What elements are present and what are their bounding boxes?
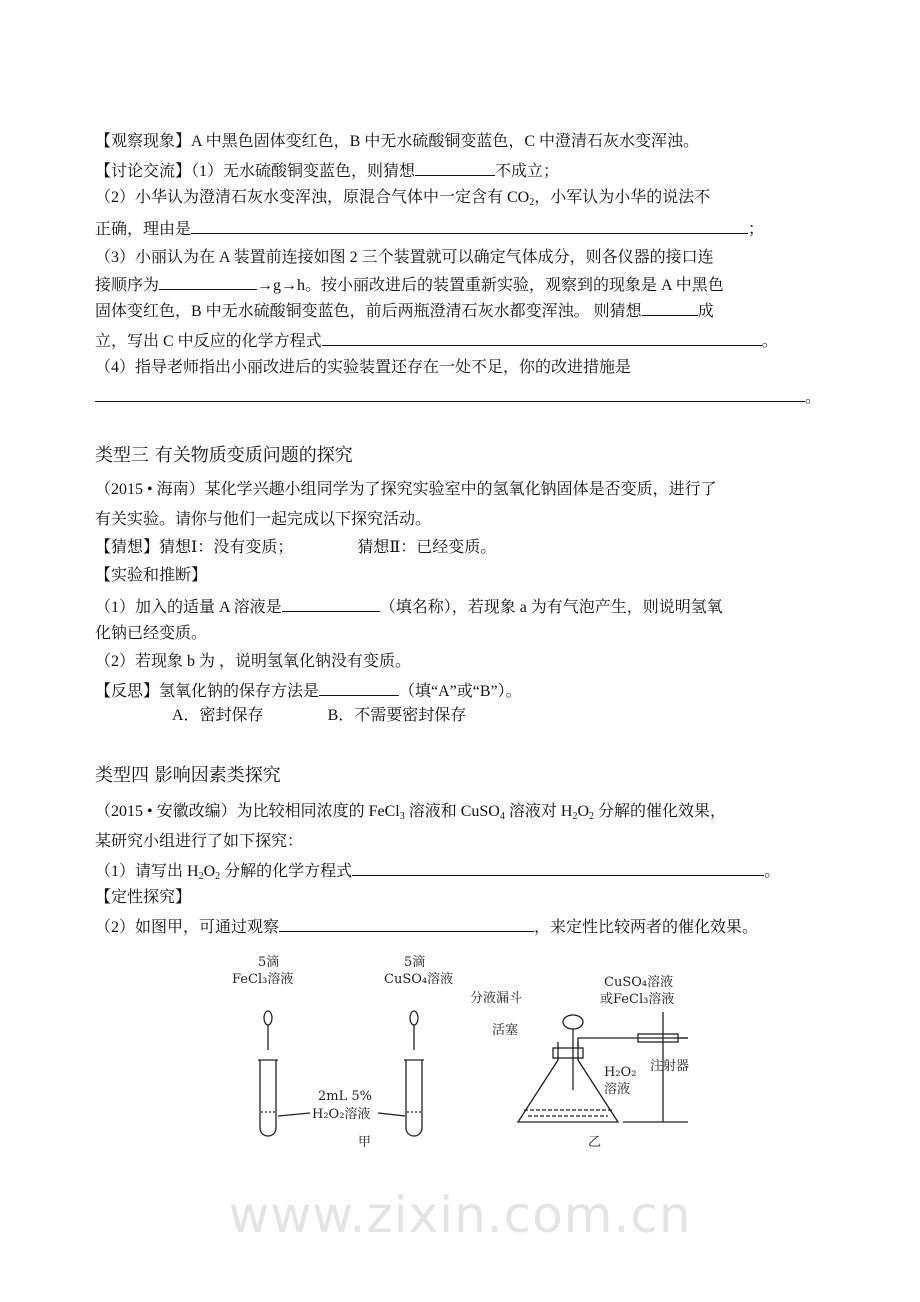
text-segment: （2015 • 海南）某化学兴趣小组同学为了探究实验室中的氢氧化钠固体是否变质，进行了 [95, 481, 717, 498]
text-line [95, 624, 207, 644]
text-line [95, 860, 780, 882]
test-tube-icon [258, 1060, 278, 1136]
text-segment: B．不需要密封保存 [327, 707, 467, 724]
answer-blank[interactable] [322, 330, 762, 346]
answer-blank[interactable] [642, 300, 698, 316]
text-segment: （4）指导老师指出小丽改进后的实验装置还存在一处不足，你的改进措施是 [95, 359, 632, 376]
text-line [95, 386, 821, 408]
text-line [95, 916, 758, 938]
text-segment: 【观察现象】A 中黑色固体变红色，B 中无水硫酸铜变蓝色，C 中澄清石灰水变浑浊。 [95, 133, 700, 150]
text-segment: （填名称），若现象 a 为有气泡产生，则说明氢氧 [379, 599, 723, 616]
text-segment: A．密封保存 [172, 707, 264, 724]
subscript: 2 [572, 811, 578, 822]
subscript: 2 [215, 871, 221, 882]
text-segment: 【讨论交流】（1）无水硫酸铜变蓝色，则猜想 [95, 163, 416, 180]
text-segment: 正确，理由是 [95, 221, 192, 238]
label-volume: 2mL 5% [318, 1089, 372, 1104]
text-line [95, 888, 191, 908]
text-segment: 成 [697, 303, 714, 320]
text-segment: O [577, 803, 589, 820]
text-line [172, 706, 466, 726]
conical-flask-icon [518, 1042, 618, 1122]
answer-blank[interactable] [415, 160, 495, 176]
subscript: 2 [529, 197, 535, 208]
section-heading [95, 766, 281, 786]
text-line [95, 480, 717, 500]
text-segment: 化钠已经变质。 [95, 625, 208, 642]
answer-blank[interactable] [95, 386, 805, 402]
text-line [95, 132, 699, 152]
text-line [95, 160, 559, 182]
label-drop1: 5滴 [258, 955, 280, 970]
text-segment: （1）请写出 H [95, 863, 199, 880]
label-stopcock: 活塞 [492, 1023, 519, 1038]
answer-blank[interactable] [352, 860, 764, 876]
text-line [95, 802, 726, 822]
subscript: 2 [198, 871, 204, 882]
dropper-icon [264, 1011, 272, 1050]
text-segment: 【定性探究】 [95, 889, 192, 906]
separatory-funnel-icon [563, 1015, 583, 1090]
text-segment: 类型四 影响因素类探究 [95, 765, 281, 786]
text-segment: （填“A”或“B”）。 [399, 683, 522, 700]
text-segment: ； [748, 221, 765, 238]
label-cuso4: CuSO₄溶液 [384, 972, 454, 987]
text-segment: 分解的催化效果， [594, 803, 727, 820]
label-funnel: 分液漏斗 [470, 991, 523, 1006]
text-segment: （2）若现象 b 为 ，说明氢氧化钠没有变质。 [95, 653, 412, 670]
text-segment: →g→h。按小丽改进后的装置重新实验，观察到的现象是 A 中黑色 [257, 277, 724, 294]
text-line [95, 358, 631, 378]
text-line [95, 538, 496, 558]
label-h2o2: H₂O₂ [604, 1065, 637, 1080]
caption-jia: 甲 [358, 1135, 372, 1150]
label-syringe: 注射器 [650, 1059, 690, 1074]
text-segment: 固体变红色，B 中无水硫酸铜变蓝色，前后两瓶澄清石灰水都变浑浊。 则猜想 [95, 303, 642, 320]
text-segment: 【实验和推断】 [95, 567, 208, 584]
text-line [95, 832, 303, 852]
text-segment: 溶液对 H [504, 803, 573, 820]
text-segment: 。 [764, 863, 781, 880]
text-segment: ，小军认为小华的说法不 [534, 189, 711, 206]
label-cuso4-yi: CuSO₄溶液 [604, 975, 674, 990]
test-tube-icon [404, 1060, 424, 1136]
answer-blank[interactable] [159, 274, 257, 290]
subscript: 4 [499, 811, 505, 822]
subscript: 3 [399, 811, 405, 822]
watermark: www.zixin.com.cn [228, 1186, 692, 1244]
text-segment: 某研究小组进行了如下探究： [95, 833, 304, 850]
text-line [95, 652, 411, 672]
answer-blank[interactable] [279, 916, 534, 932]
text-line [95, 510, 431, 530]
text-line [95, 218, 764, 240]
answer-blank[interactable] [319, 680, 399, 696]
text-segment: 溶液和 CuSO [404, 803, 500, 820]
text-segment: （1）加入的适量 A 溶液是 [95, 599, 282, 616]
text-segment: 。 [805, 389, 822, 406]
text-segment: 立，写出 C 中反应的化学方程式 [95, 333, 322, 350]
section-heading [95, 446, 353, 466]
label-fecl3: FeCl₃溶液 [232, 972, 294, 987]
text-line [95, 300, 714, 322]
label-h2o2-solution: H₂O₂溶液 [312, 1107, 371, 1122]
label-drop2: 5滴 [404, 955, 426, 970]
text-segment: 【猜想】猜想Ⅰ：没有变质； [95, 539, 294, 556]
text-segment: O [203, 863, 216, 880]
text-segment: 分解的化学方程式 [220, 863, 353, 880]
text-line [95, 274, 724, 296]
answer-blank[interactable] [191, 218, 748, 234]
subscript: 2 [589, 811, 594, 822]
text-segment: （3）小丽认为在 A 装置前连接如图 2 三个装置就可以确定气体成分，则各仪器的接口连 [95, 249, 714, 266]
delivery-tube-icon [578, 1038, 688, 1048]
label-solution: 溶液 [604, 1082, 631, 1097]
text-segment: 【反思】氢氧化钠的保存方法是 [95, 683, 320, 700]
answer-blank[interactable] [282, 596, 380, 612]
caption-yi: 乙 [588, 1135, 602, 1150]
text-segment: ，来定性比较两者的催化效果。 [534, 919, 759, 936]
text-segment: 接顺序为 [95, 277, 160, 294]
experiment-figure [218, 950, 698, 1150]
text-segment: 有关实验。请你与他们一起完成以下探究活动。 [95, 511, 432, 528]
text-segment: 类型三 有关物质变质问题的探究 [95, 445, 353, 466]
text-segment: 。 [761, 333, 778, 350]
text-line [95, 330, 778, 352]
label-fecl3-yi: 或FeCl₃溶液 [600, 992, 675, 1007]
text-line [95, 248, 714, 268]
dropper-icon [410, 1011, 418, 1050]
text-segment: 猜想Ⅱ：已经变质。 [357, 539, 497, 556]
text-segment: （2）如图甲，可通过观察 [95, 919, 280, 936]
text-segment: 不成立； [495, 163, 560, 180]
text-line [95, 596, 723, 618]
text-line [95, 566, 207, 586]
text-line [95, 680, 522, 702]
text-line [95, 188, 710, 208]
text-segment: （2）小华认为澄清石灰水变浑浊，原混合气体中一定含有 CO [95, 189, 530, 206]
text-segment: （2015 • 安徽改编）为比较相同浓度的 FeCl [95, 803, 400, 820]
